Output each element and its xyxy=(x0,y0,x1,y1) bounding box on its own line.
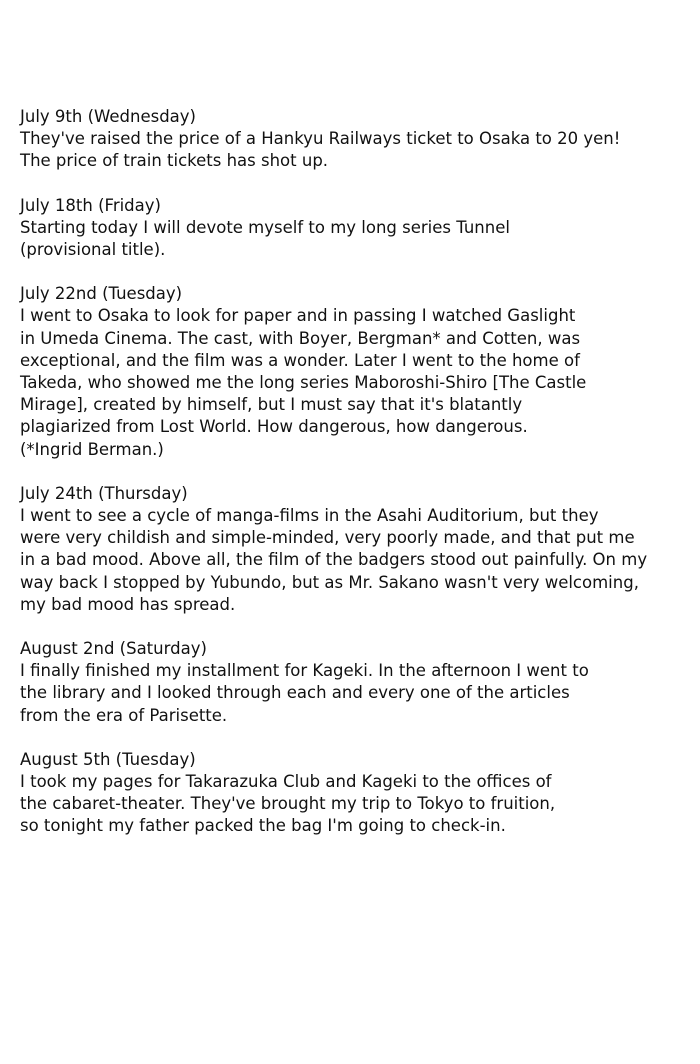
diary-entry xyxy=(20,638,690,727)
entry-text-line: were very childish and simple-minded, very poorly made, and that put me xyxy=(20,528,635,548)
entry-date: July 9th (Wednesday) xyxy=(20,107,196,126)
entry-date: July 22nd (Tuesday) xyxy=(20,284,183,304)
entry-text-line: Starting today I will devote myself to my long series Tunnel xyxy=(20,217,510,237)
entry-text-line: in Umeda Cinema. The cast, with Boyer, Bergman* and Cotten, was xyxy=(20,328,581,348)
diary-entries xyxy=(20,106,690,860)
entry-text-line: I took my pages for Takarazuka Club and Kageki to the offices of xyxy=(20,772,552,792)
entry-date: August 2nd (Saturday) xyxy=(20,639,207,659)
entry-text-line: plagiarized from Lost World. How dangerous, how dangerous. xyxy=(20,417,528,437)
diary-entry xyxy=(20,106,690,173)
entry-text-line: so tonight my father packed the bag I'm going to check-in. xyxy=(20,816,506,836)
entry-text-line: from the era of Parisette. xyxy=(20,705,228,725)
entry-text-line: They've raised the price of a Hankyu Railways ticket to Osaka to 20 yen! xyxy=(20,129,621,149)
entry-text-line: (provisional title). xyxy=(20,240,166,260)
entry-date: July 24th (Thursday) xyxy=(20,483,188,503)
entry-footnote: (*Ingrid Berman.) xyxy=(20,439,164,459)
entry-text-line: I finally finished my installment for Kageki. In the afternoon I went to xyxy=(20,661,589,681)
entry-text-line: I went to see a cycle of manga-films in the Asahi Auditorium, but they xyxy=(20,506,599,526)
entry-text-line: Mirage], created by himself, but I must say that it's blatantly xyxy=(20,395,523,415)
entry-date: July 18th (Friday) xyxy=(20,195,161,215)
entry-text-line: I went to Osaka to look for paper and in passing I watched Gaslight xyxy=(20,306,576,326)
entry-text-line: Takeda, who showed me the long series Maboroshi-Shiro [The Castle xyxy=(20,373,587,393)
entry-text-line: in a bad mood. Above all, the film of the badgers stood out painfully. On my xyxy=(20,550,648,570)
diary-entry xyxy=(20,195,690,262)
diary-entry xyxy=(20,749,690,838)
entry-date: August 5th (Tuesday) xyxy=(20,749,196,769)
entry-text-line: the library and I looked through each and every one of the articles xyxy=(20,683,570,703)
entry-text-line: way back I stopped by Yubundo, but as Mr. Sakano wasn't very welcoming, xyxy=(20,572,639,592)
entry-text-line: the cabaret-theater. They've brought my trip to Tokyo to fruition, xyxy=(20,794,556,814)
entry-text-line: my bad mood has spread. xyxy=(20,594,236,614)
diary-entry xyxy=(20,483,690,616)
entry-text-line: The price of train tickets has shot up. xyxy=(20,151,329,171)
diary-entry xyxy=(20,283,690,461)
entry-text-line: exceptional, and the film was a wonder. Later I went to the home of xyxy=(20,350,580,370)
